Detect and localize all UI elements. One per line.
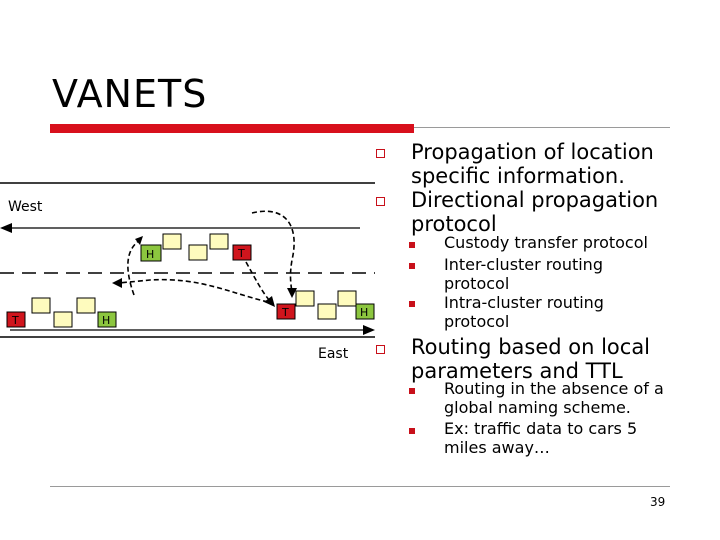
arrowhead-upper-head [135, 236, 143, 245]
bullet-text: Directional propagation protocol [411, 188, 659, 236]
car-upper-3 [189, 245, 207, 260]
bullet-text: Propagation of location specific information. [411, 140, 654, 188]
arrowhead-lowerright-tail [264, 296, 275, 307]
car-lowerleft-tail-label: T [12, 314, 19, 327]
car-lowerright-2 [296, 291, 314, 306]
bullet-marker-l1 [376, 149, 385, 158]
footer-rule [50, 486, 670, 487]
westbound-arrow [0, 223, 360, 233]
car-lowerright-tail-label: T [282, 306, 289, 319]
page-number: 39 [650, 495, 666, 509]
car-upper-4 [210, 234, 228, 249]
bullet-text: Routing in the absence of a global naming scheme. [444, 379, 664, 417]
car-upper-2 [163, 234, 181, 249]
arc-upper-to-lowerright-right [252, 211, 294, 292]
bullet-marker-l1 [376, 345, 385, 354]
bullet-marker-l2 [409, 242, 415, 248]
bullet-marker-l2 [409, 428, 415, 434]
bullet-marker-l2 [409, 388, 415, 394]
bullet-text: Ex: traffic data to cars 5 miles away… [444, 419, 638, 457]
car-upper-tail-label: T [238, 247, 245, 260]
slide-title: VANETS [52, 72, 208, 116]
bullet-marker-l2 [409, 263, 415, 269]
car-lowerleft-head-label: H [102, 314, 111, 327]
arrowhead-lowerleft-head [112, 278, 122, 288]
car-lowerleft-3 [54, 312, 72, 327]
east-label: East [318, 346, 349, 362]
bullet-marker-l1 [376, 197, 385, 206]
car-lowerright-3 [318, 304, 336, 319]
car-lowerright-head-label: H [360, 306, 369, 319]
arc-lowerleft-to-upper [128, 240, 140, 295]
west-label: West [8, 199, 43, 215]
bullet-text: Routing based on local parameters and TTL [411, 335, 651, 383]
arc-upper-to-lowerright-left [246, 262, 270, 301]
car-upper-head-label: H [146, 248, 155, 261]
arc-lowerright-to-lowerleft [118, 280, 268, 302]
car-lowerleft-2 [32, 298, 50, 313]
bullet-text: Custody transfer protocol [444, 233, 648, 252]
bullet-text: Intra-cluster routing protocol [444, 293, 604, 331]
bullet-marker-l2 [409, 301, 415, 307]
car-lowerright-4 [338, 291, 356, 306]
car-lowerleft-4 [77, 298, 95, 313]
bullet-text: Inter-cluster routing protocol [444, 255, 603, 293]
